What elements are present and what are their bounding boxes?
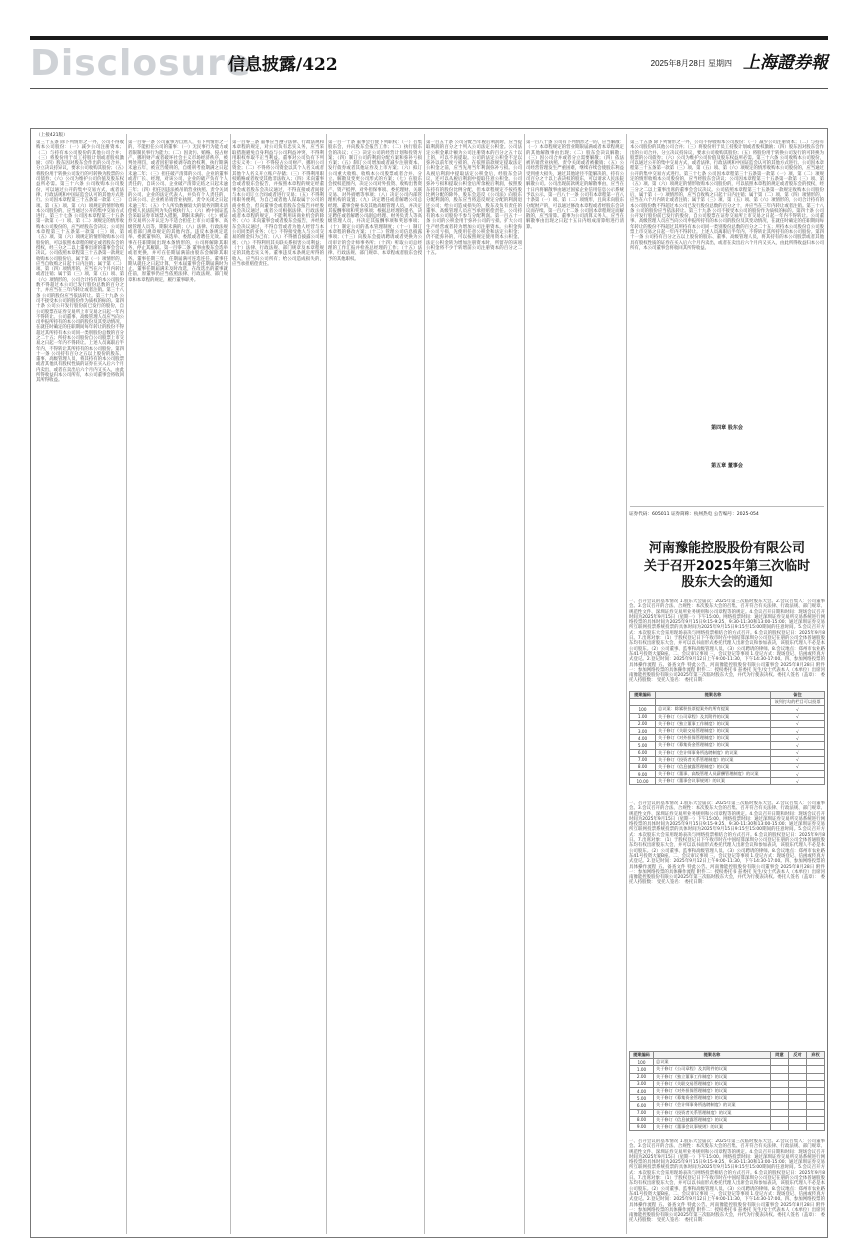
proposal-table-row xyxy=(630,735,825,742)
proposal-table-cell: 3.00 xyxy=(630,727,656,734)
notice-title xyxy=(629,559,825,591)
masthead xyxy=(30,44,828,86)
proposal-table-row xyxy=(630,713,825,720)
proxy-table-cell xyxy=(807,1066,825,1073)
proposal-table-cell: 1.00 xyxy=(630,713,656,720)
proposal-table-cell: 关于修订《投资者关系管理制度》的议案 xyxy=(656,756,771,763)
section-title: 第四章 股东会 xyxy=(711,425,743,431)
article-column-3: 第一百零三条 董事应当遵守法律、行政法规和本章程的规定，对公司负有忠实义务，应当采取措施避免自身利益与公司利益冲突，不得利用职权牟取不正当利益。董事对公司负有下列忠实义务：（一）不得侵占公司财产、挪用公司资金；（二）不得将公司资金以其个人名义或者其他个人名义开立账户存储；（三）不得利用职权贿赂或者收受其他非法收入；（四）未向董事会或者股东会报告，并按照本章程的规定经董事会或者股东会决议通过，不得直接或者间接与本公司订立合同或者进行交易；（五）不得利用职务便利，为自己或者他人谋取属于公司的商业机会，但向董事会或者股东会报告并经股东会决议通过，或者公司根据法律、行政法规或者本章程的规定，不能利用该商业机会的除外；（六）未向董事会或者股东会报告，并经股东会决议通过，不得自营或者为他人经营与本公司同类的业务；（七）不得接受他人与公司交易的佣金归为己有；（八）不得擅自披露公司秘密；（九）不得利用其关联关系损害公司利益；（十）法律、行政法规、部门规章及本章程规定的其他忠实义务。董事违反本条规定所得的收入，应当归公司所有；给公司造成损失的，应当承担赔偿责任。 xyxy=(232,140,324,267)
masthead-section-title: 信息披露/422 xyxy=(228,55,338,75)
proposal-table-cell: √ xyxy=(771,706,825,713)
proxy-table-cell xyxy=(771,1102,789,1109)
notice-meta: 证券代码：605011 证券简称：杭州热电 公告编号：2025-054 xyxy=(629,512,759,517)
article-column-4: 第一百一十条 董事会行使下列职权：（一）召集股东会，并向股东会报告工作；（二）执行股东会的决议；（三）决定公司的经营计划和投资方案；（四）制订公司的利润分配方案和弥补亏损方案；（五）制订公司增加或者减少注册资本、发行债券或者其他证券及上市方案；（六）拟订公司重大收购、收购本公司股票或者合并、分立、解散及变更公司形式的方案；（七）在股东会授权范围内，决定公司对外投资、收购出售资产、资产抵押、对外担保事项、委托理财、关联交易、对外捐赠等事项；（八）决定公司内部管理机构的设置；（九）决定聘任或者解聘公司总经理、董事会秘书及其他高级管理人员，并决定其报酬事项和奖惩事项；根据总经理的提名，决定聘任或者解聘公司副总经理、财务负责人等高级管理人员，并决定其报酬事项和奖惩事项；（十）制定公司的基本管理制度；（十一）制订本章程的修改方案；（十二）管理公司信息披露事项；（十三）向股东会提请聘请或者更换为公司审计的会计师事务所；（十四）听取公司总经理的工作汇报并检查总经理的工作；（十五）法律、行政法规、部门规章、本章程或者股东会授予的其他职权。 xyxy=(328,140,422,262)
proxy-table-cell: 5.00 xyxy=(630,1095,654,1102)
proposal-table-cell xyxy=(630,699,656,706)
proxy-table-cell: 7.00 xyxy=(630,1109,654,1116)
proposal-table-row xyxy=(630,727,825,734)
proposal-table-row xyxy=(630,763,825,770)
article-column-2: 第一百零一条 公司董事为自然人，有下列情形之一的，不能担任公司的董事：（一）无民事行为能力或者限制民事行为能力；（二）因贪污、贿赂、侵占财产、挪用财产或者破坏社会主义市场经济秩序，被判处刑罚，或者因犯罪被剥夺政治权利，执行期满未逾五年，被宣告缓刑的，自缓刑考验期满之日起未逾二年；（三）担任破产清算的公司、企业的董事或者厂长、经理，对该公司、企业的破产负有个人责任的，自该公司、企业破产清算完结之日起未逾三年；（四）担任因违法被吊销营业执照、责令关闭的公司、企业的法定代表人，并负有个人责任的，自该公司、企业被吊销营业执照、责令关闭之日起未逾三年；（五）个人所负数额较大的债务到期未清偿被人民法院列为失信被执行人；（六）被中国证监会采取证券市场禁入措施，期限未满的；（七）被证券交易所公开认定为不适合担任上市公司董事、高级管理人员等，期限未满的；（八）法律、行政法规或者部门规章规定的其他内容。违反本条规定选举、委派董事的，该选举、委派或者聘任无效。董事在任职期间出现本条情形的，公司将解除其职务，停止其履职。第一百零二条 董事由股东会选举或者更换，并可在任期届满前由股东会解除其职务。董事任期三年，任期届满可连选连任。董事任期从就任之日起计算，至本届董事会任期届满时为止。董事任期届满未及时改选，在改选出的董事就任前，原董事仍应当依照法律、行政法规、部门规章和本章程的规定，履行董事职务。 xyxy=(128,140,228,283)
proxy-table-header: 反对 xyxy=(789,1052,807,1059)
proxy-table-row xyxy=(630,1073,825,1080)
proxy-table-cell: 总议案 xyxy=(654,1059,771,1066)
article-column-1: 第三十五条 除下列情形之一外，公司不得收购本公司股份：（一）减少公司注册资本；（二）与持有本公司股份的其他公司合并；（三）将股份用于员工持股计划或者股权激励；（四）股东因对股东会作出的公司合并、分立决议持异议，要求公司收购其股份；（五）将股份用于转换公司发行的可转换为股票的公司债券；（六）公司为维护公司价值及股东权益所必需。第三十六条 公司收购本公司股份，可以通过公开的集中交易方式，或者法律、行政法规和中国证监会认可的其他方式进行。公司因本章程第三十五条第一款第（三）项、第（五）项、第（六）项规定的情形收购本公司股份的，应当通过公开的集中交易方式进行。第三十七条 公司因本章程第三十五条第一款第（一）项、第（二）项规定的情形收购本公司股份的，应当经股东会决议；公司因本章程第三十五条第一款第（三）项、第（五）项、第（六）项规定的情形收购本公司股份的，可以依照本章程的规定或者股东会的授权，经三分之二以上董事出席的董事会会议决议。公司依照本章程第三十五条第一款规定收购本公司股份后，属于第（一）项情形的，应当自收购之日起十日内注销；属于第（二）项、第（四）项情形的，应当在六个月内转让或者注销；属于第（三）项、第（五）项、第（六）项情形的，公司合计持有的本公司股份数不得超过本公司已发行股份总数的百分之十，并应当在三年内转让或者注销。第三十八条 公司的股份应当依法转让。第三十九条 公司不接受本公司的股份作为质权的标的。第四十条 公司公开发行股份前已发行的股份，自公司股票在证券交易所上市交易之日起一年内不得转让。公司董事、高级管理人员应当向公司申报所持有的本公司的股份及其变动情况，在就任时确定的任职期间每年转让的股份不得超过其所持有本公司同一类别股份总数的百分之二十五；所持本公司股份自公司股票上市交易之日起一年内不得转让。上述人员离职后半年内，不得转让其所持有的本公司股份。第四十一条 公司持有百分之五以上股份的股东、董事、高级管理人员，将其持有的本公司股票或者其他具有股权性质的证券在买入后六个月内卖出，或者在卖出后六个月内又买入，由此所得收益归本公司所有，本公司董事会将收回其所得收益。 xyxy=(36,140,124,384)
proxy-table-cell: 关于修订《关联交易管理制度》的议案 xyxy=(654,1080,771,1087)
proposal-table-cell: √ xyxy=(771,727,825,734)
notice-body-1: 一、召开会议的基本情况 1.股东大会届次：2025年第三次临时股东大会。2.会议召集人：公司董事会。3.会议召开的合法、合规性：本次股东大会的召集、召开符合有关法律、行政法规、部门规章、规范性文件、深圳证券交易所业务规则和公司章程等的规定。4.会议召开日期和时间：现场会议召开时间为2025年9月15日（星期一）下午15:00。网络投票时间：通过深圳证券交易所交易系统进行网络投票的具体时间为2025年9月15日9:15-9:25，9:30-11:30和13:00-15:00；通过深圳证券交易所互联网投票系统投票的具体时间为2025年9月15日9:15至15:00期间的任意时间。5.会议召开方式：本次股东大会采用现场表决与网络投票相结合的方式召开。6.会议的股权登记日：2025年9月8日。7.出席对象：（1）于股权登记日下午收市时在中国结算深圳分公司登记在册的公司全体普通股股东均有权出席股东大会，并可以以书面形式委托代理人出席会议和参加表决，该股东代理人不必是本公司股东。（2）公司董事、监事和高级管理人员。（3）公司聘请的律师。8.会议地点：郑州市农业路东41号投资大厦B座。二、会议审议事项 三、会议登记等事项 1.登记方式：现场登记、信函或传真方式登记。2.登记时间：2025年9月12日上午9:00-11:30，下午14:30-17:00。四、参加网络投票的具体操作流程 五、备查文件 特此公告。河南豫能控股股份有限公司董事会 2025年8月28日 附件一：参加网络投票的具体操作流程 附件二：授权委托书 兹委托 先生/女士代表本人（本单位）出席河南豫能控股股份有限公司2025年第三次临时股东大会，并代为行使表决权。委托人签名（盖章）： 委托人持股数： 受托人签名： 委托日期： xyxy=(629,599,825,684)
proxy-table-row xyxy=(630,1066,825,1073)
proxy-table-cell xyxy=(807,1116,825,1123)
proposal-table-cell: 2.00 xyxy=(630,720,656,727)
proposal-table-row xyxy=(630,720,825,727)
proxy-table-cell xyxy=(807,1059,825,1066)
article-column-5: 第一百五十条 公司分配当年税后利润时，应当提取利润的百分之十列入公司法定公积金。公司法定公积金累计额为公司注册资本的百分之五十以上的，可以不再提取。公司的法定公积金不足以弥补以前年度亏损的，在依照前款规定提取法定公积金之前，应当先用当年利润弥补亏损。公司从税后利润中提取法定公积金后，经股东会决议，还可以从税后利润中提取任意公积金。公司弥补亏损和提取公积金后所余税后利润，按照股东持有的股份比例分配，但本章程规定不按持股比例分配的除外。股东会违反《公司法》向股东分配利润的，股东应当将违反规定分配的利润退还公司；给公司造成损失的，股东及负有责任的董事、高级管理人员应当承担赔偿责任。公司持有的本公司股份不参与分配利润。第一百五十一条 公司的公积金用于弥补公司的亏损、扩大公司生产经营或者转为增加公司注册资本。公积金弥补公司亏损，先使用任意公积金和法定公积金；仍不能弥补的，可以按照规定使用资本公积金。法定公积金转为增加注册资本时，所留存的该项公积金将不少于转增前公司注册资本的百分之二十五。 xyxy=(426,140,522,257)
column-divider xyxy=(424,134,425,1234)
proxy-table-cell xyxy=(807,1123,825,1130)
proposal-table-subheader: 该列打勾的栏目可以投票 xyxy=(771,699,825,706)
proxy-table-cell xyxy=(807,1109,825,1116)
column-divider xyxy=(524,134,525,1234)
proposal-table-cell: 4.00 xyxy=(630,735,656,742)
proxy-table-row xyxy=(630,1095,825,1102)
proposal-table-cell: √ xyxy=(771,763,825,770)
proxy-table-cell xyxy=(789,1123,807,1130)
notice-divider xyxy=(630,506,824,507)
proxy-table-cell: 1.00 xyxy=(630,1066,654,1073)
proxy-table-cell xyxy=(807,1080,825,1087)
proxy-table-row xyxy=(630,1059,825,1066)
article-column-7-top: 第三十五条 除下列情形之一外，公司不得收购本公司股份：（一）减少公司注册资本；（二）与持有本公司股份的其他公司合并；（三）将股份用于员工持股计划或者股权激励；（四）股东因对股东会作出的公司合并、分立决议持异议，要求公司收购其股份；（五）将股份用于转换公司发行的可转换为股票的公司债券；（六）公司为维护公司价值及股东权益所必需。第三十六条 公司收购本公司股份，可以通过公开的集中交易方式，或者法律、行政法规和中国证监会认可的其他方式进行。公司因本章程第三十五条第一款第（三）项、第（五）项、第（六）项规定的情形收购本公司股份的，应当通过公开的集中交易方式进行。第三十七条 公司因本章程第三十五条第一款第（一）项、第（二）项规定的情形收购本公司股份的，应当经股东会决议；公司因本章程第三十五条第一款第（三）项、第（五）项、第（六）项规定的情形收购本公司股份的，可以依照本章程的规定或者股东会的授权，经三分之二以上董事出席的董事会会议决议。公司依照本章程第三十五条第一款规定收购本公司股份后，属于第（一）项情形的，应当自收购之日起十日内注销；属于第（二）项、第（四）项情形的，应当在六个月内转让或者注销；属于第（三）项、第（五）项、第（六）项情形的，公司合计持有的本公司股份数不得超过本公司已发行股份总数的百分之十，并应当在三年内转让或者注销。第三十八条 公司的股份应当依法转让。第三十九条 公司不接受本公司的股份作为质权的标的。第四十条 公司公开发行股份前已发行的股份，自公司股票在证券交易所上市交易之日起一年内不得转让。公司董事、高级管理人员应当向公司申报所持有的本公司的股份及其变动情况，在就任时确定的任职期间每年转让的股份不得超过其所持有本公司同一类别股份总数的百分之二十五；所持本公司股份自公司股票上市交易之日起一年内不得转让。上述人员离职后半年内，不得转让其所持有的本公司股份。第四十一条 公司持有百分之五以上股份的股东、董事、高级管理人员，将其持有的本公司股票或者其他具有股权性质的证券在买入后六个月内卖出，或者在卖出后六个月内又买入，由此所得收益归本公司所有，本公司董事会将收回其所得收益。 xyxy=(630,140,824,251)
proxy-table-cell xyxy=(789,1102,807,1109)
proposal-table-cell: 关于修订《独立董事工作制度》的议案 xyxy=(656,720,771,727)
proposal-table-cell: 总议案：除累积投票提案外的所有提案 xyxy=(656,706,771,713)
proxy-table-row xyxy=(630,1087,825,1094)
proxy-table-cell: 关于修订《会计师事务所选聘制度》的议案 xyxy=(654,1102,771,1109)
proxy-table-cell: 6.00 xyxy=(630,1102,654,1109)
proposal-table-cell: 关于修订《公司章程》及其附件的议案 xyxy=(656,713,771,720)
notice-title-line-2: 股东大会的通知 xyxy=(681,575,773,590)
proxy-table-cell: 关于修订《董事会议事规则》的议案 xyxy=(654,1123,771,1130)
column-divider xyxy=(326,134,327,1234)
proposal-table-header: 备注 xyxy=(771,692,825,699)
proposal-table-cell: 关于修订《董事、高级管理人员薪酬管理制度》的议案 xyxy=(656,771,771,778)
masthead-brand-word: Disclosure xyxy=(30,43,252,84)
proposal-table-cell: √ xyxy=(771,742,825,749)
proxy-table-cell xyxy=(789,1066,807,1073)
proposal-table-cell: √ xyxy=(771,749,825,756)
proxy-table-cell xyxy=(771,1116,789,1123)
proxy-table-cell xyxy=(771,1059,789,1066)
proxy-table-cell xyxy=(789,1059,807,1066)
proxy-table-cell: 4.00 xyxy=(630,1087,654,1094)
proxy-table-row xyxy=(630,1109,825,1116)
proxy-table-cell xyxy=(789,1073,807,1080)
notice-title-line-1: 关于召开2025年第三次临时 xyxy=(643,559,811,574)
proxy-table-cell xyxy=(807,1073,825,1080)
proposal-table-cell: 关于修订《董事会议事规则》的议案 xyxy=(656,778,771,785)
meeting-notice xyxy=(629,511,825,1235)
proxy-table-cell xyxy=(789,1116,807,1123)
proposal-table-row xyxy=(630,749,825,756)
proxy-table-row xyxy=(630,1080,825,1087)
proxy-table-cell xyxy=(789,1080,807,1087)
proposal-table-row xyxy=(630,706,825,713)
proposal-table-body xyxy=(630,706,825,785)
proxy-table-cell xyxy=(789,1109,807,1116)
proposal-table-row xyxy=(630,742,825,749)
proposal-table-row xyxy=(630,778,825,785)
masthead-date: 2025年8月28日 星期四 xyxy=(650,59,732,68)
proposal-table-cell: √ xyxy=(771,778,825,785)
proxy-vote-table xyxy=(629,1051,825,1131)
proposal-table-cell: 关于修订《募集资金管理制度》的议案 xyxy=(656,742,771,749)
section-title: 第五章 董事会 xyxy=(711,463,743,469)
proxy-table-cell: 2.00 xyxy=(630,1073,654,1080)
notice-body-2: 一、召开会议的基本情况 1.股东大会届次：2025年第三次临时股东大会。2.会议召集人：公司董事会。3.会议召开的合法、合规性：本次股东大会的召集、召开符合有关法律、行政法规、部门规章、规范性文件、深圳证券交易所业务规则和公司章程等的规定。4.会议召开日期和时间：现场会议召开时间为2025年9月15日（星期一）下午15:00。网络投票时间：通过深圳证券交易所交易系统进行网络投票的具体时间为2025年9月15日9:15-9:25，9:30-11:30和13:00-15:00；通过深圳证券交易所互联网投票系统投票的具体时间为2025年9月15日9:15至15:00期间的任意时间。5.会议召开方式：本次股东大会采用现场表决与网络投票相结合的方式召开。6.会议的股权登记日：2025年9月8日。7.出席对象：（1）于股权登记日下午收市时在中国结算深圳分公司登记在册的公司全体普通股股东均有权出席股东大会，并可以以书面形式委托代理人出席会议和参加表决，该股东代理人不必是本公司股东。（2）公司董事、监事和高级管理人员。（3）公司聘请的律师。8.会议地点：郑州市农业路东41号投资大厦B座。二、会议审议事项 三、会议登记等事项 1.登记方式：现场登记、信函或传真方式登记。2.登记时间：2025年9月12日上午9:00-11:30，下午14:30-17:00。四、参加网络投票的具体操作流程 五、备查文件 特此公告。河南豫能控股股份有限公司董事会 2025年8月28日 附件一：参加网络投票的具体操作流程 附件二：授权委托书 兹委托 先生/女士代表本人（本单位）出席河南豫能控股股份有限公司2025年第三次临时股东大会，并代为行使表决权。委托人签名（盖章）： 委托人持股数： 受托人签名： 委托日期： xyxy=(629,801,825,886)
column-divider xyxy=(230,134,231,1234)
proxy-table-cell: 100 xyxy=(630,1059,654,1066)
proxy-table-cell xyxy=(807,1102,825,1109)
proxy-table-cell xyxy=(771,1095,789,1102)
proposal-table-cell: √ xyxy=(771,756,825,763)
masthead-paper-logo: 上海證券報 xyxy=(743,53,828,73)
masthead-top-rule xyxy=(30,36,828,40)
proxy-table-cell: 关于修订《信息披露管理制度》的议案 xyxy=(654,1116,771,1123)
proxy-table-cell: 关于修订《募集资金管理制度》的议案 xyxy=(654,1095,771,1102)
proposal-table-cell: 关于修订《对外担保管理制度》的议案 xyxy=(656,735,771,742)
proxy-table-cell: 8.00 xyxy=(630,1116,654,1123)
proposal-table-row xyxy=(630,756,825,763)
proxy-table-row xyxy=(630,1102,825,1109)
proposal-table-cell: 100 xyxy=(630,706,656,713)
proxy-table-header: 弃权 xyxy=(807,1052,825,1059)
proposal-table-cell: 关于修订《信息披露管理制度》的议案 xyxy=(656,763,771,770)
proposal-table-cell: 6.00 xyxy=(630,749,656,756)
proxy-table-cell xyxy=(807,1095,825,1102)
proxy-table-cell xyxy=(771,1123,789,1130)
proxy-table-cell: 关于修订《对外担保管理制度》的议案 xyxy=(654,1087,771,1094)
proxy-table-cell: 9.00 xyxy=(630,1123,654,1130)
proxy-table-cell xyxy=(771,1073,789,1080)
notice-company-name: 河南豫能控股股份有限公司 xyxy=(648,541,805,556)
proposal-table-header: 提案编码 xyxy=(630,692,656,699)
proposal-table-cell: √ xyxy=(771,735,825,742)
proxy-table-cell: 关于修订《投资者关系管理制度》的议案 xyxy=(654,1109,771,1116)
notice-body-3: 一、召开会议的基本情况 1.股东大会届次：2025年第三次临时股东大会。2.会议召集人：公司董事会。3.会议召开的合法、合规性：本次股东大会的召集、召开符合有关法律、行政法规、部门规章、规范性文件、深圳证券交易所业务规则和公司章程等的规定。4.会议召开日期和时间：现场会议召开时间为2025年9月15日（星期一）下午15:00。网络投票时间：通过深圳证券交易所交易系统进行网络投票的具体时间为2025年9月15日9:15-9:25，9:30-11:30和13:00-15:00；通过深圳证券交易所互联网投票系统投票的具体时间为2025年9月15日9:15至15:00期间的任意时间。5.会议召开方式：本次股东大会采用现场表决与网络投票相结合的方式召开。6.会议的股权登记日：2025年9月8日。7.出席对象：（1）于股权登记日下午收市时在中国结算深圳分公司登记在册的公司全体普通股股东均有权出席股东大会，并可以以书面形式委托代理人出席会议和参加表决，该股东代理人不必是本公司股东。（2）公司董事、监事和高级管理人员。（3）公司聘请的律师。8.会议地点：郑州市农业路东41号投资大厦B座。二、会议审议事项 三、会议登记等事项 1.登记方式：现场登记、信函或传真方式登记。2.登记时间：2025年9月12日上午9:00-11:30，下午14:30-17:00。四、参加网络投票的具体操作流程 五、备查文件 特此公告。河南豫能控股股份有限公司董事会 2025年8月28日 附件一：参加网络投票的具体操作流程 附件二：授权委托书 兹委托 先生/女士代表本人（本单位）出席河南豫能控股股份有限公司2025年第三次临时股东大会，并代为行使表决权。委托人签名（盖章）： 委托人持股数： 受托人签名： 委托日期： xyxy=(629,1139,825,1224)
proposal-table-cell: √ xyxy=(771,720,825,727)
proposal-table-cell: √ xyxy=(771,713,825,720)
masthead-bottom-rule xyxy=(30,88,828,89)
proposal-table-cell: 关于修订《关联交易管理制度》的议案 xyxy=(656,727,771,734)
proposal-table-cell: 7.00 xyxy=(630,756,656,763)
proxy-table-cell: 3.00 xyxy=(630,1080,654,1087)
proposal-table-cell xyxy=(656,699,771,706)
proposal-table-cell: 10.00 xyxy=(630,778,656,785)
article-column-6: 第一百八十条 公司有下列情形之一的，应当解散：（一）本章程规定的营业期限届满或者本章程规定的其他解散事由出现；（二）股东会决议解散；（三）因公司合并或者分立需要解散；（四）依法被吊销营业执照、责令关闭或者被撤销；（五）公司经营管理发生严重困难，继续存续会使股东利益受到重大损失，通过其他途径不能解决的，持有公司百分之十以上表决权的股东，可以请求人民法院解散公司。公司出现前款规定的解散事由，应当在十日内将解散事由通过国家企业信用信息公示系统予以公示。第一百八十一条 公司有本章程第一百八十条第（一）项、第（二）项情形，且尚未向股东分配财产的，可以通过修改本章程或者经股东会决议而存续。第一百八十二条 公司因本章程规定而解散的，应当清算。董事为公司清算义务人，应当在解散事由出现之日起十五日内组成清算组进行清算。 xyxy=(526,140,624,230)
proposal-table-cell: 5.00 xyxy=(630,742,656,749)
proposal-table-cell: 9.00 xyxy=(630,771,656,778)
proxy-table-cell xyxy=(789,1095,807,1102)
proposal-table-cell: 关于修订《会计师事务所选聘制度》的议案 xyxy=(656,749,771,756)
continuation-label: （上接421版） xyxy=(36,133,68,138)
proxy-table-header: 同意 xyxy=(771,1052,789,1059)
proposal-table-row xyxy=(630,771,825,778)
proxy-table-header: 提案名称 xyxy=(654,1052,771,1059)
proxy-table-body xyxy=(630,1059,825,1131)
column-divider xyxy=(126,134,127,1234)
proxy-table-cell xyxy=(771,1080,789,1087)
proxy-table-cell xyxy=(771,1087,789,1094)
proxy-table-cell xyxy=(771,1066,789,1073)
proxy-table-row xyxy=(630,1116,825,1123)
proxy-table-row xyxy=(630,1123,825,1130)
proxy-table-cell xyxy=(789,1087,807,1094)
proposal-table-cell: √ xyxy=(771,771,825,778)
proposal-table xyxy=(629,691,825,785)
proxy-table-cell xyxy=(771,1109,789,1116)
proposal-table-cell: 8.00 xyxy=(630,763,656,770)
proxy-table-cell: 关于修订《公司章程》及其附件的议案 xyxy=(654,1066,771,1073)
column-divider xyxy=(626,134,627,1234)
proxy-table-cell: 关于修订《独立董事工作制度》的议案 xyxy=(654,1073,771,1080)
proxy-table-header: 提案编码 xyxy=(630,1052,654,1059)
proposal-table-header: 提案名称 xyxy=(656,692,771,699)
proxy-table-cell xyxy=(807,1087,825,1094)
